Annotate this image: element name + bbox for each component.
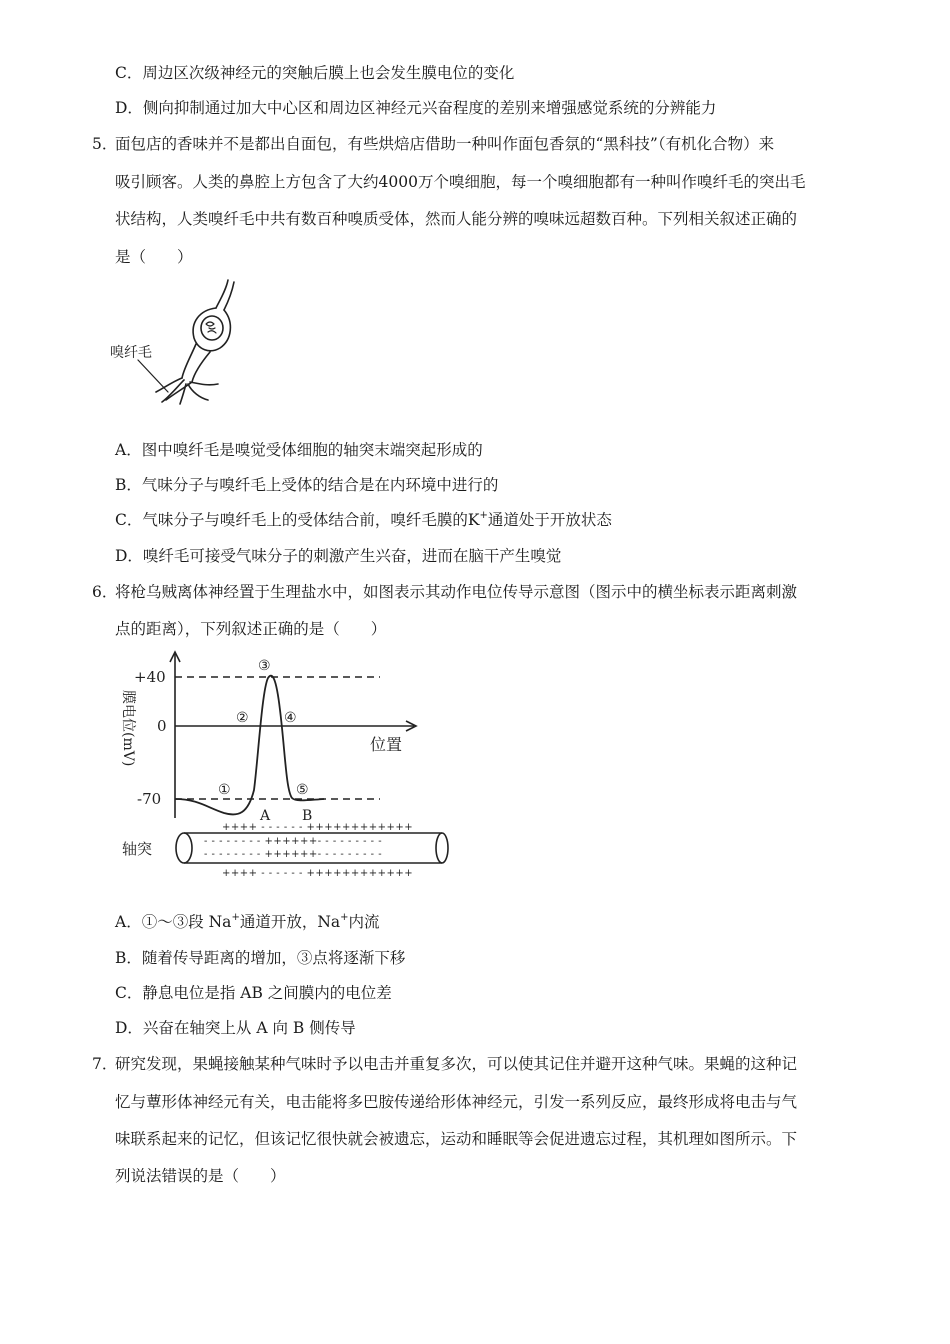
point-1: ① [218, 782, 231, 798]
y-tick-0: 0 [157, 717, 167, 735]
q7-stem-line3: 味联系起来的记忆，但该记忆很快就会被遗忘，运动和睡眠等会促进遗忘过程，其机理如图所示。下 [115, 1130, 798, 1148]
q7-stem-line1: 研究发现，果蝇接触某种气味时予以电击并重复多次，可以使其记住并避开这种气味。果蝇的这种记 [115, 1055, 798, 1073]
point-3: ③ [258, 658, 271, 674]
q5-stem-line2: 吸引顾客。人类的鼻腔上方包含了大约4000万个嗅细胞，每一个嗅细胞都有一种叫作嗅纤毛的突出毛 [115, 173, 806, 191]
point-4: ④ [284, 710, 297, 726]
q6-option-d: D．兴奋在轴突上从 A 向 B 侧传导 [115, 1019, 356, 1037]
q5-number: 5． [92, 135, 118, 153]
svg-text:- - - - - - - - ++++++- - - -: - - - - - - - - ++++++- - - - - - - - - [204, 849, 383, 860]
q6-number: 6． [92, 583, 118, 601]
olfactory-cilia-label: 嗅纤毛 [110, 345, 152, 361]
olfactory-cell-figure [108, 278, 248, 410]
q5-option-c: C．气味分子与嗅纤毛上的受体结合前，嗅纤毛膜的K+通道处于开放状态 [115, 510, 612, 529]
q4-option-d: D．侧向抑制通过加大中心区和周边区神经元兴奋程度的差别来增强感觉系统的分辨能力 [115, 99, 717, 117]
q5-option-d: D．嗅纤毛可接受气味分子的刺激产生兴奋，进而在脑干产生嗅觉 [115, 547, 562, 565]
q5-option-b: B．气味分子与嗅纤毛上受体的结合是在内环境中进行的 [115, 476, 499, 494]
y-tick-40: +40 [134, 668, 166, 686]
q5-stem-line1: 面包店的香味并不是都出自面包，有些烘焙店借助一种叫作面包香氛的“黑科技”（有机化合物）来 [115, 135, 775, 153]
label-a: A [260, 808, 271, 824]
label-b: B [302, 808, 313, 824]
svg-text:++++ - - - - - - ++++++++++++: ++++ - - - - - - ++++++++++++ [222, 822, 414, 833]
q7-number: 7． [92, 1055, 118, 1073]
q5-stem-line4: 是（ ） [115, 248, 193, 266]
q5-option-a: A．图中嗅纤毛是嗅觉受体细胞的轴突末端突起形成的 [115, 441, 483, 459]
q6-option-a: A．①～③段 Na+通道开放，Na+内流 [115, 912, 380, 931]
q6-stem-line1: 将枪乌贼离体神经置于生理盐水中，如图表示其动作电位传导示意图（图示中的横坐标表示距离刺激 [115, 583, 798, 601]
q6-stem-line2: 点的距离），下列叙述正确的是（ ） [115, 620, 387, 638]
q6-option-b: B．随着传导距离的增加，③点将逐渐下移 [115, 949, 406, 967]
point-2: ② [236, 710, 249, 726]
axon-label: 轴突 [122, 840, 153, 858]
q5-stem-line3: 状结构，人类嗅纤毛中共有数百种嗅质受体，然而人能分辨的嗅味远超数百种。下列相关叙述正确的 [115, 210, 798, 228]
y-axis-label: 膜电位(mV) [120, 690, 136, 767]
svg-text:- - - - - - - - ++++++- - - -: - - - - - - - - ++++++- - - - - - - - - [204, 836, 383, 847]
svg-text:++++ - - - - - - ++++++++++++: ++++ - - - - - - ++++++++++++ [222, 868, 414, 879]
q6-option-c: C．静息电位是指 AB 之间膜内的电位差 [115, 984, 392, 1002]
action-potential-diagram [112, 650, 452, 885]
q4-option-c: C．周边区次级神经元的突触后膜上也会发生膜电位的变化 [115, 64, 515, 82]
y-tick-neg70: -70 [137, 790, 162, 808]
q7-stem-line2: 忆与蕈形体神经元有关，电击能将多巴胺传递给形体神经元，引发一系列反应，最终形成将电击与气 [115, 1093, 798, 1111]
x-axis-label: 位置 [370, 735, 403, 754]
q7-stem-line4: 列说法错误的是（ ） [115, 1167, 286, 1185]
point-5: ⑤ [296, 782, 309, 798]
